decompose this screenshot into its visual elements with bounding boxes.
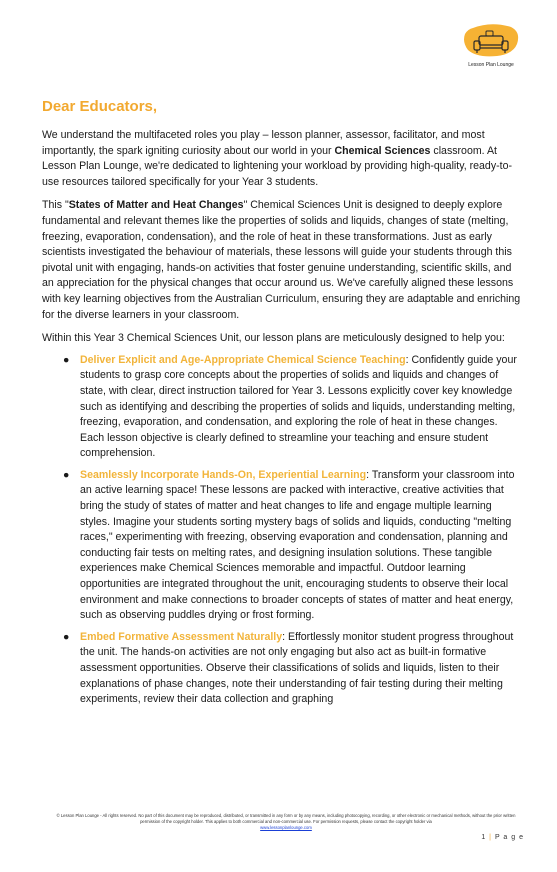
copyright-footer: [48, 813, 524, 831]
unit-title-emphasis: States of Matter and Heat Changes: [68, 199, 244, 212]
greeting-heading: Dear Educators,: [42, 98, 158, 115]
website-link[interactable]: www.lessonplanlounge.com: [260, 825, 312, 830]
benefits-list: [42, 353, 524, 708]
intro-paragraph: We understand the multifaceted roles you play – lesson planner, assessor, facilitator, and most importantly, the spark igniting curiosity about our world in your Chemical Sciences classroom. At Lesson Plan Lounge, we're dedicated to lightening your workload by providing high-quality, ready-to-use resources tailored specifically for your Year 3 students.: [42, 129, 513, 188]
brand-logo: [458, 24, 524, 68]
page-number: 1 | P a g e: [481, 834, 524, 841]
list-item: [42, 353, 524, 462]
page-separator: |: [486, 834, 495, 841]
list-item: [42, 468, 524, 624]
list-item-text: : Transform your classroom into an active learning space! These lessons are packed with interactive, creative activities that bring the study of states of matter and heat changes to life and engage multiple learning styles. Imagine your students sorting mystery bags of solids and liquids, conducting "melting races," experimenting with freezing, observing evaporation and condensation, planning and conducting fair tests on melting rates, and designing insulation solutions. These tangible experiences make Chemical Sciences memorable and impactful. Outdoor learning opportunities are integrated throughout the unit, encouraging students to observe their local environment and make connections to broader concepts of states of matter and heat energy, such as observing puddles drying or frost forming.: [80, 468, 515, 622]
bullet-dot-icon: ●: [63, 468, 70, 481]
subject-emphasis: Chemical Sciences: [334, 144, 431, 157]
brand-name: Lesson Plan Lounge: [468, 62, 514, 68]
list-item-text: : Effortlessly monitor student progress throughout the unit. The hands-on activities are not only engaging but also act as built-in formative assessment opportunities. Observe their classifications of solids and liquids, listen to their explanations of phase changes, note their understanding of fair testing during their melting experiments, review their data collection and graphing: [80, 630, 514, 706]
list-item-heading: Deliver Explicit and Age-Appropriate Chemical Science Teaching: [80, 353, 406, 366]
list-item-text: : Confidently guide your students to grasp core concepts about the properties of solids and liquids and changes of state, with clear, direct instruction tailored for Year 3. Lessons explicitly cover key knowledge such as identifying and describing the properties of solids and liquids, understanding melting, freezing, evaporation, and condensation, and exploring the role of heat in these changes. Each lesson objective is clearly defined to streamline your teaching and ensure student comprehension.: [80, 353, 517, 460]
list-item-heading: Seamlessly Incorporate Hands-On, Experiential Learning: [80, 468, 367, 481]
bullet-dot-icon: ●: [63, 353, 70, 366]
list-item-heading: Embed Formative Assessment Naturally: [80, 630, 283, 643]
copyright-text: © Lesson Plan Lounge - All rights reserved. No part of this document may be reproduced, distributed, or transmitted in any form or by any means, including photocopying, recording, or other electronic or mechanical methods, without the prior written permission of the copyright holder. This applies to both commercial and non-commercial use. For permission requests, please contact the copyright holder via: [56, 813, 516, 824]
lounge-sofa-icon: [459, 24, 523, 60]
unit-paragraph: This "States of Matter and Heat Changes" Chemical Sciences Unit is designed to deeply explore fundamental and relevant themes like the properties of solids and liquids, changes of state (melting, freezing, evaporation, condensation), and the role of heat in these transformations. Just as early scientists investigated the behaviour of materials, these lessons will guide your students through this pivotal unit with engaging, hands-on activities that foster genuine understanding, scientific skills, and an appreciation for the physical changes that occur around us. We've carefully aligned these lessons with key learning objectives from the Australian Curriculum, ensuring they are adaptable and enriching for the diverse learners in your classroom.: [42, 199, 521, 321]
list-item: [42, 630, 524, 708]
within-paragraph: Within this Year 3 Chemical Sciences Unit, our lesson plans are meticulously designed to help you:: [42, 332, 505, 345]
letter-body: [42, 98, 524, 714]
bullet-dot-icon: ●: [63, 630, 70, 643]
